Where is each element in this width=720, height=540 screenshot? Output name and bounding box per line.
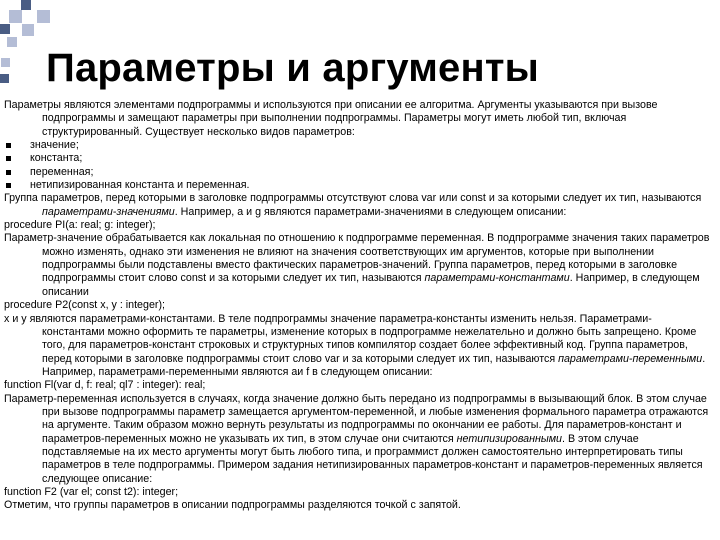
- code-line: function Fl(var d, f: real; ql7 : integer): real;: [4, 379, 206, 392]
- code-line: function F2 (var el; const t2): integer;: [4, 485, 179, 498]
- square-bullet-icon: [6, 156, 11, 161]
- term-const-params: параметрами-константами: [424, 272, 570, 285]
- list-item: константа;: [4, 152, 714, 165]
- code-line: procedure PI(a: real; g: integer);: [4, 219, 156, 232]
- paragraph-intro: Параметры являются элементами подпрограммы и используются при описании ее алгоритма. Аргументы указываются при вызове подпрограммы и замещают параметры при выполнении подпрограммы. Параметры могут иметь любой тип, включая структурированный. Существует несколько видов параметров:: [4, 99, 658, 138]
- decor-square: [21, 0, 31, 10]
- paragraph-untyped-params: Параметр-переменная используется в случаях, когда значение должно быть передано из подпрограммы в вызывающий блок. В этом случае при вызове подпрограммы параметр замещается аргументом-переменной, и любые изменения формального параметра отражаются на аргументе. Таким образом можно вернуть результаты из подпрограммы по окончании ее работы. Для параметров-констант и параметров-переменных можно не указывать их тип, в этом случае они считаются нетипизированными. В этом случае подставляемые на их место аргументы могут быть любого типа, и программист должен самостоятельно интерпретировать типы параметров в теле подпрограммы. Примером задания нетипизированных параметров-констант и параметров-переменных является следующее описание:: [4, 392, 709, 485]
- paragraph-closing: Отметим, что группы параметров в описании подпрограммы разделяются точкой с запятой.: [4, 499, 461, 512]
- square-bullet-icon: [6, 143, 11, 148]
- decor-square: [7, 37, 17, 47]
- list-item: значение;: [4, 139, 714, 152]
- page-title: Параметры и аргументы: [46, 46, 539, 90]
- term-var-params: параметрами-переменными: [558, 352, 703, 365]
- term-untyped-params: нетипизированными: [456, 432, 563, 445]
- code-line: procedure P2(const x, у : integer);: [4, 299, 165, 312]
- decor-square: [0, 24, 10, 34]
- slide-body: [4, 99, 714, 513]
- paragraph-value-params: Группа параметров, перед которыми в заголовке подпрограммы отсутствуют слова var или const и за которыми следует их тип, называются параметрами-значениями. Например, а и g являются параметрами-значениями в следующем описании:: [4, 192, 702, 218]
- decor-square: [9, 10, 22, 23]
- decor-square: [37, 10, 50, 23]
- paragraph-const-params: Параметр-значение обрабатывается как локальная по отношению к подпрограмме переменная. В подпрограмме значения таких параметров можно изменять, однако эти изменения не влияют на значения соответствующих им аргументов, которые при выполнении подпрограммы были подставлены вместо фактических параметров-значений. Группа параметров, перед которыми в заголовке подпрограммы стоит слово const и за которыми следует их тип, называются параметрами-константами. Например, в следующем описании: [4, 232, 710, 298]
- square-bullet-icon: [6, 170, 11, 175]
- list-item: нетипизированная константа и переменная.: [4, 179, 714, 192]
- square-bullet-icon: [6, 183, 11, 188]
- list-item: переменная;: [4, 166, 714, 179]
- term-value-params: параметрами-значениями: [42, 205, 175, 218]
- decor-square: [0, 74, 9, 83]
- decor-square: [22, 24, 34, 36]
- decor-square: [1, 58, 10, 67]
- paragraph-var-params: х и у являются параметрами-константами. В теле подпрограммы значение параметра-константы изменить нельзя. Параметрами-константами можно оформить те параметры, изменение которых в подпрограмме нежелательно и должно быть запрещено. Кроме того, для параметров-констант строковых и структурных типов компилятор создает более эффективный код. Группа параметров, перед которыми в заголовке подпрограммы стоит слово var и за которыми следует их тип, называются параметрами-переменными. Например, параметрами-переменными являются аи f в следующем описании:: [4, 312, 706, 378]
